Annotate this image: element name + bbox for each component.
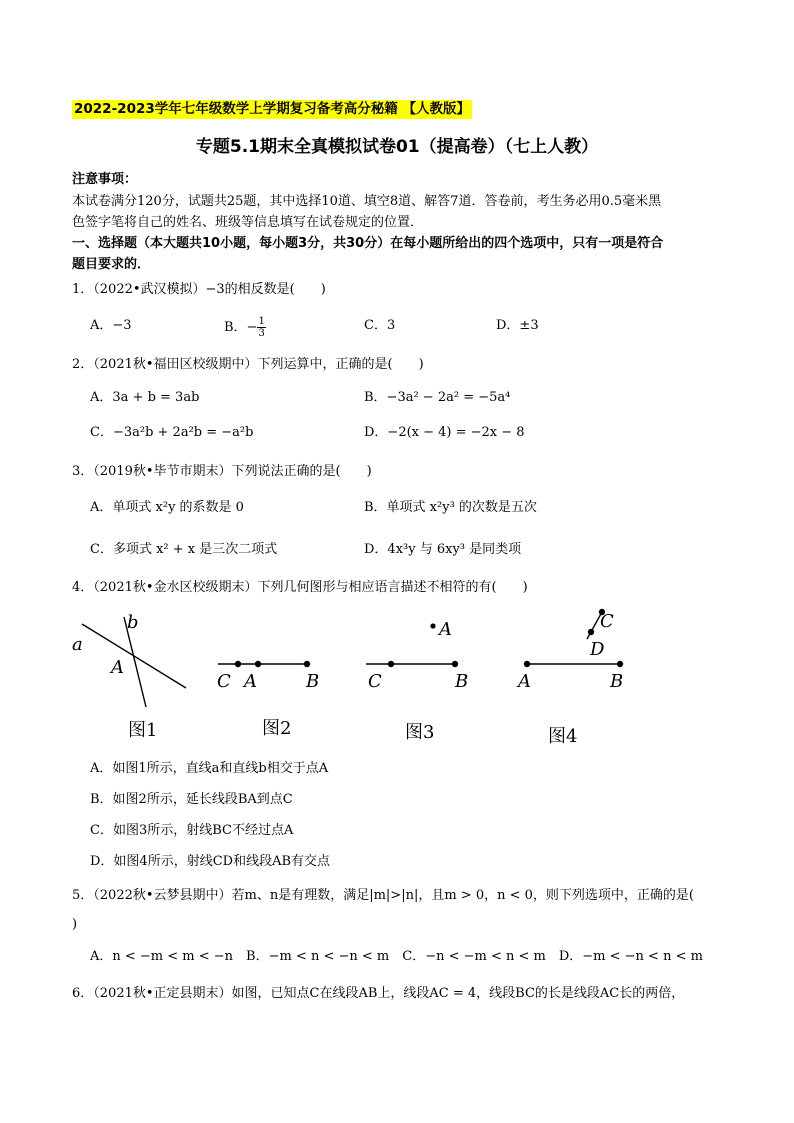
point-c3 [388,661,394,667]
page-title: 专题5.1期末全真模拟试卷01（提高卷）（七上人教） [195,137,599,157]
q3-option-d: D．4x³y 与 6xy³ 是同类项 [364,542,522,557]
q1-option-d: D．±3 [496,318,539,333]
q2-stem: 2．（2021秋•福田区校级期中）下列运算中，正确的是( ) [72,357,424,372]
label-B3: B [455,671,469,692]
label-D4: D [590,639,605,660]
section1-line-1: 一、选择题（本大题共10小题，每小题3分，共30分）在每小题所给出的四个选项中，只有一项是符合 [72,236,664,251]
point-b3 [452,661,458,667]
q4-option-d: D．如图4所示，射线CD和线段AB有交点 [90,854,331,869]
q4-option-a: A．如图1所示，直线a和直线b相交于点A [90,761,329,776]
point-b2 [304,661,310,667]
notice-line-2: 色签字笔将自己的姓名、班级等信息填写在试卷规定的位置． [72,215,424,230]
point-b4 [617,661,623,667]
label-C3: C [368,671,382,692]
q3-option-a: A．单项式 x²y 的系数是 0 [90,500,244,515]
q1-fraction-numerator: 1 [258,316,265,327]
caption-figure-1: 图1 [128,720,158,741]
q1-option-b-prefix: B．− [224,320,258,335]
point-c2 [235,661,241,667]
q3-option-c: C．多项式 x² + x 是三次二项式 [90,542,278,557]
notice-heading: 注意事项： [72,172,138,187]
caption-figure-3: 图3 [405,722,435,743]
figure-3 [366,619,468,743]
q2-option-b: B．−3a² − 2a² = −5a⁴ [364,390,511,405]
q5-stem: 5．（2022秋•云梦县期中）若m、n是有理数，满足|m|>|n|，且m > 0，n < 0，则下列选项中，正确的是( [72,888,694,903]
label-C4: C [600,611,614,632]
point-a3 [430,623,435,628]
label-a: a [72,634,83,655]
q3-stem: 3．（2019秋•毕节市期末）下列说法正确的是( ) [72,464,372,479]
q3-option-b: B．单项式 x²y³ 的次数是五次 [364,500,537,515]
caption-figure-4: 图4 [548,726,578,747]
label-A3: A [439,619,452,640]
q5-stem-continued: ) [72,917,78,932]
banner-highlight: 2022-2023学年七年级数学上学期复习备考高分秘籍 【人教版】 [74,101,470,117]
q2-option-c: C．−3a²b + 2a²b = −a²b [90,425,254,440]
label-A1: A [111,657,124,678]
section1-line-2: 题目要求的． [72,257,151,272]
point-a4 [524,661,530,667]
label-C2: C [217,671,231,692]
q2-option-d: D．−2(x − 4) = −2x − 8 [364,425,525,440]
label-B4: B [610,671,624,692]
notice-line-1: 本试卷满分120分，试题共25题，其中选择10道、填空8道、解答7道．答卷前，考生务必用0.5毫米黑 [72,194,662,209]
label-A2: A [244,671,257,692]
q6-stem: 6．（2021秋•正定县期末）如图，已知点C在线段AB上，线段AC = 4，线段BC的长是线段AC长的两倍， [72,986,685,1001]
figure-1 [72,612,186,741]
q2-option-a: A．3a + b = 3ab [90,390,200,405]
caption-figure-2: 图2 [262,718,292,739]
figure-4 [516,609,623,747]
label-B2: B [306,671,320,692]
q1-option-a: A．−3 [90,318,132,333]
q1-stem: 1．（2022•武汉模拟）−3的相反数是( ) [72,282,326,297]
q5-options: A．n < −m < m < −n B．−m < n < −n < m C．−n < −m < n < m D．−m < −n < n < m [90,949,703,964]
q1-fraction-denominator: 3 [258,328,265,339]
point-a2 [255,661,261,667]
q4-option-c: C．如图3所示，射线BC不经过点A [90,823,294,838]
label-b: b [127,612,139,633]
label-A4: A [518,671,531,692]
q4-option-b: B．如图2所示，延长线段BA到点C [90,792,293,807]
point-d4 [588,629,594,635]
figure-2 [217,661,319,739]
q1-option-c: C．3 [364,318,396,333]
q4-stem: 4．（2021秋•金水区校级期末）下列几何图形与相应语言描述不相符的有( ) [72,580,528,595]
